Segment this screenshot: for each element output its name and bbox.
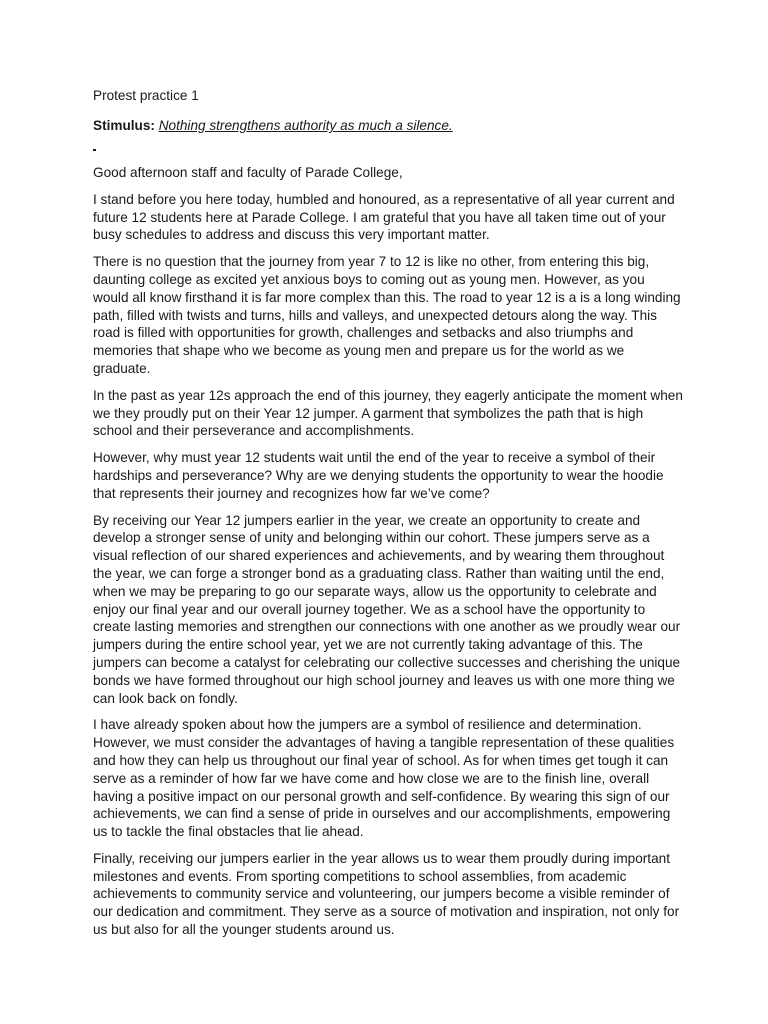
stimulus-label: Stimulus: (93, 118, 155, 133)
paragraph-resilience: I have already spoken about how the jumpers are a symbol of resilience and determination. However, we must consider the advantages of having a tangible representation of these qualities and how they can help us throughout our final year of school. As for when times get tough it can serve as a reminder of how far we have come and how close we are to the finish line, overall having a positive impact on our personal growth and self-confidence. By wearing this sign of our achievements, we can find a sense of pride in ourselves and our accomplishments, empowering us to tackle the final obstacles that lie ahead. (93, 717, 675, 840)
paragraph-intro: I stand before you here today, humbled and honoured, as a representative of all year current and future 12 students here at Parade College. I am grateful that you have all taken time out of your busy schedules to address and discuss this very important matter. (93, 191, 675, 243)
stimulus-quote: Nothing strengthens authority as much a silence. (158, 118, 453, 133)
paragraph-question: However, why must year 12 students wait until the end of the year to receive a symbol of their hardships and perseverance? Why are we denying students the opportunity to wear the hoodie that represents their journey and recognizes how far we’ve come? (93, 450, 664, 501)
paragraph-past-tradition: In the past as year 12s approach the end of this journey, they eagerly anticipate the moment when we they proudly put on their Year 12 jumper. A garment that symbolizes the path that is high school and their perseverance and accomplishments. (93, 387, 683, 439)
paragraph-milestones: Finally, receiving our jumpers earlier in the year allows us to wear them proudly during important milestones and events. From sporting competitions to school assemblies, from academic achievements to community service and volunteering, our jumpers become a visible reminder of our dedication and commitment. They serve as a source of motivation and inspiration, not only for us but also for all the younger students around us. (93, 850, 680, 938)
stimulus-line (93, 117, 683, 135)
paragraph-journey: There is no question that the journey from year 7 to 12 is like no other, from entering this big, daunting college as excited yet anxious boys to coming out as young men. However, as you would all know firsthand it is far more complex than this. The road to year 12 is a is a long winding path, filled with twists and turns, hills and valleys, and unexpected detours along the way. This road is filled with opportunities for growth, challenges and setbacks and also triumphs and memories that shape who we become as young men and prepare us for the world as we graduate. (93, 254, 681, 376)
salutation: Good afternoon staff and faculty of Parade College, (93, 165, 403, 180)
document-title: Protest practice 1 (93, 88, 199, 103)
document-page (93, 87, 683, 948)
paragraph-unity: By receiving our Year 12 jumpers earlier in the year, we create an opportunity to create and develop a stronger sense of unity and belonging within our cohort. These jumpers serve as a visual reflection of our shared experiences and achievements, and by wearing them throughout the year, we can forge a stronger bond as a graduating class. Rather than waiting until the end, when we may be preparing to go our separate ways, allow us the opportunity to celebrate and enjoy our final year and our overall journey together. We as a school have the opportunity to create lasting memories and strengthen our connections with one another as we proudly wear our jumpers during the entire school year, yet we are not currently taking advantage of this. The jumpers can become a catalyst for celebrating our collective successes and cherishing the unique bonds we have formed throughout our high school journey and leaves us with one more thing we can look back on fondly. (93, 512, 681, 706)
empty-bullet-mark (93, 149, 96, 151)
